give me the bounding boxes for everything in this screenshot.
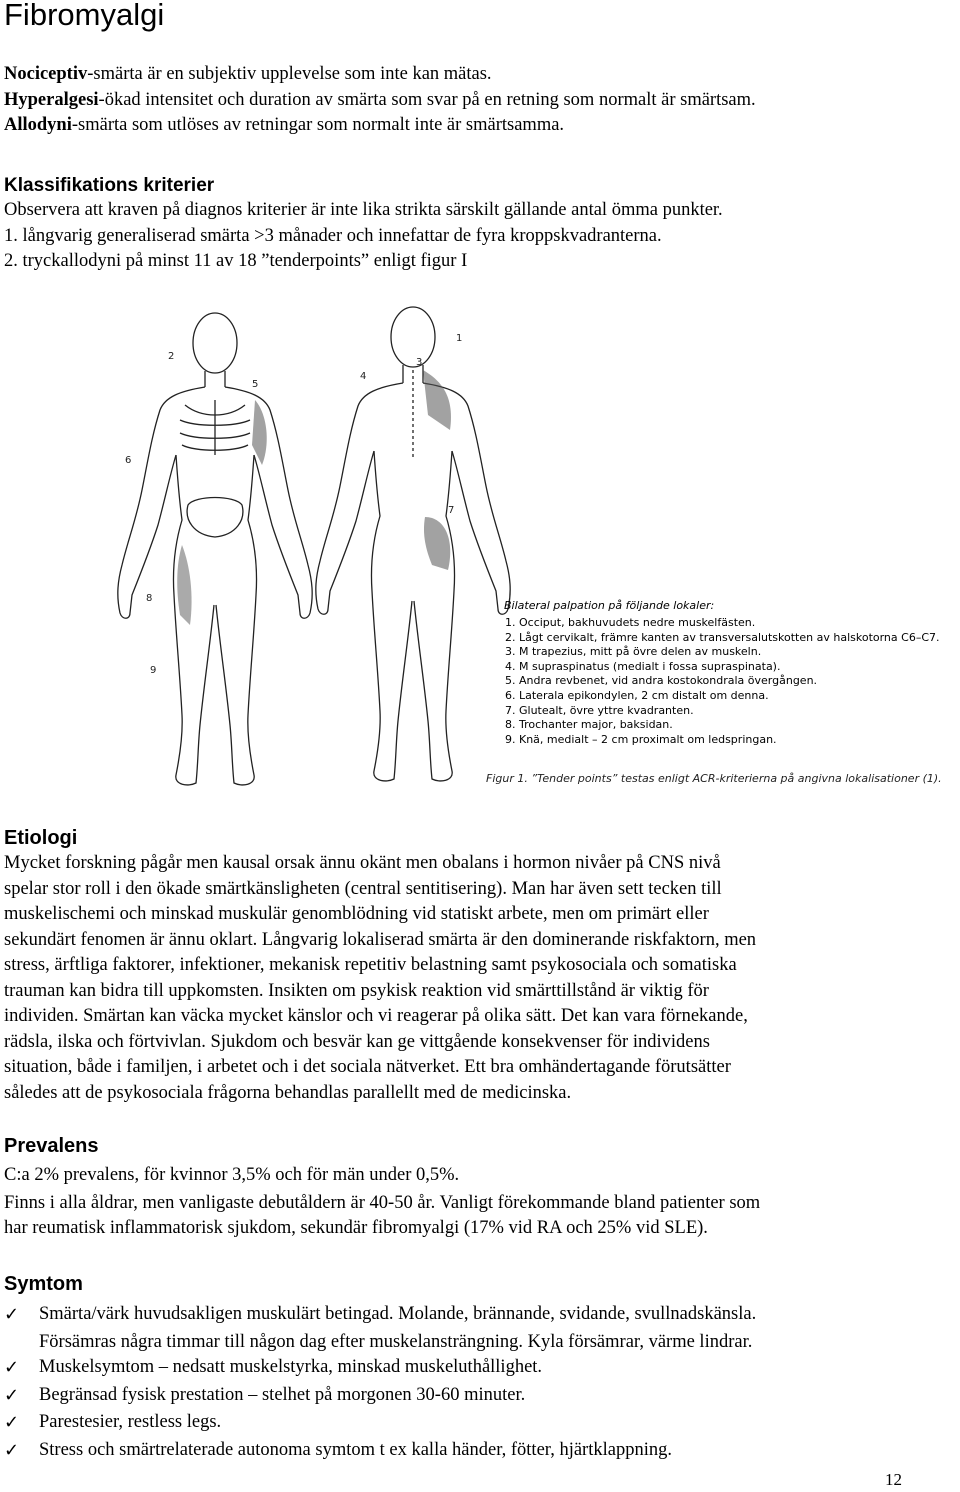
definition-nociceptiv [4, 62, 956, 88]
back-right-arm [316, 383, 403, 614]
checkmark-icon: ✓ [4, 1304, 20, 1325]
definition-term: Nociceptiv [4, 64, 88, 84]
prevalens-line: C:a 2% prevalens, för kvinnor 3,5% och för män under 0,5%. [4, 1165, 460, 1185]
prevalens-text [4, 1163, 956, 1242]
front-right-arm [118, 387, 205, 618]
page-number: 12 [885, 1470, 902, 1489]
etiologi-line: individen. Smärtan kan väcka mycket känslor och vi reagerar på olika sätt. Det kan vara förnekande, [4, 1006, 748, 1026]
etiologi-line: Mycket forskning pågår men kausal orsak ännu okänt men obalans i hormon nivåer på CNS nivå [4, 853, 721, 873]
etiologi-line: således att de psykosociala frågorna behandlas parallellt med de medicinska. [4, 1082, 572, 1103]
point-label: 1 [456, 333, 463, 344]
prevalens-heading: Prevalens [4, 1135, 99, 1157]
checkmark-icon: ✓ [4, 1412, 20, 1433]
front-left-arm [225, 387, 312, 618]
definition-hyperalgesi [4, 88, 956, 114]
symtom-item-text: Parestesier, restless legs. [39, 1412, 222, 1432]
front-pelvis [187, 498, 243, 538]
page-title: Fibromyalgi [4, 0, 165, 32]
symtom-item [4, 1410, 956, 1436]
point-label: 4 [360, 371, 367, 382]
front-left-leg [216, 455, 257, 785]
legend-item: 3. M trapezius, mitt på övre delen av muskeln. [505, 645, 762, 659]
point-label: 9 [150, 665, 157, 676]
definition-term: Allodyni [4, 115, 72, 135]
etiologi-line: spelar stor roll i den ökade smärtkänsligheten (central sentitisering). Man har även sett tecken till [4, 878, 722, 899]
classification-line: 1. långvarig generaliserad smärta >3 månader och innefattar de fyra kroppskvadranterna. [4, 225, 662, 246]
etiologi-line: situation, både i familjen, i arbetet och i det sociala nätverket. Ett bra omhändertagande förutsätter [4, 1057, 731, 1077]
classification-line: 2. tryckallodyni på minst 11 av 18 ”tenderpoints” enligt figur I [4, 251, 468, 271]
prevalens-line: har reumatisk inflammatorisk sjukdom, sekundär fibromyalgi (17% vid RA och 25% vid SLE). [4, 1218, 708, 1238]
legend-item: 6. Laterala epikondylen, 2 cm distalt om denna. [505, 688, 769, 702]
definition-text: -smärta som utlöses av retningar som normalt inte är smärtsamma. [71, 115, 565, 135]
legend-item: 4. M supraspinatus (medialt i fossa supraspinata). [505, 659, 781, 673]
checkmark-icon: ✓ [4, 1357, 20, 1378]
symtom-item-text: Begränsad fysisk prestation – stelhet på morgonen 30-60 minuter. [39, 1384, 526, 1405]
definition-term: Hyperalgesi [4, 89, 99, 110]
back-trapezius-shading [423, 370, 451, 430]
legend-item: 9. Knä, medialt – 2 cm proximalt om ledspringan. [505, 732, 777, 746]
back-body-figure [316, 307, 510, 781]
back-head [391, 307, 435, 367]
point-label: 6 [125, 455, 132, 466]
symtom-item-text: Muskelsymtom – nedsatt muskelstyrka, minskad muskeluthållighet. [39, 1357, 543, 1377]
etiologi-line: sekundärt fenomen är ännu oklart. Långvarig lokaliserad smärta är den dominerande riskfaktorn, men [4, 929, 757, 950]
symtom-item-text: Smärta/värk huvudsakligen muskulärt betingad. Molande, brännande, svidande, svullnadskänsla. [39, 1304, 757, 1324]
checkmark-icon: ✓ [4, 1439, 20, 1461]
classification-heading: Klassifikations kriterier [4, 175, 215, 196]
classification-line: Observera att kraven på diagnos kriterier är inte lika strikta särskilt gällande antal ömma punkter. [4, 200, 723, 220]
figure-legend-title: Bilateral palpation på följande lokaler: [504, 599, 715, 612]
front-body-figure [118, 313, 312, 785]
point-label: 5 [252, 379, 259, 390]
etiologi-heading: Etiologi [4, 827, 78, 849]
definition-allodyni [4, 113, 956, 139]
legend-item: 2. Lågt cervikalt, främre kanten av transversalutskotten av halskotorna C6–C7. [505, 630, 940, 644]
legend-item: 8. Trochanter major, baksidan. [505, 718, 673, 732]
point-label: 2 [168, 351, 175, 362]
prevalens-line: Finns i alla åldrar, men vanligaste debutåldern är 40-50 år. Vanligt förekommande bland patienter som [4, 1192, 761, 1213]
back-gluteal-shading [424, 517, 450, 570]
symtom-heading: Symtom [4, 1273, 83, 1295]
symtom-item-text: Försämras några timmar till någon dag efter muskelansträngning. Kyla försämrar, värme lindrar. [39, 1331, 753, 1352]
etiologi-line: trauman kan bidra till uppkomsten. Insikten om psykisk reaktion vid smärttillstånd är viktig för [4, 980, 709, 1001]
symtom-item-text: Stress och smärtrelaterade autonoma symtom t ex kalla händer, fötter, hjärtklappning. [39, 1439, 672, 1460]
definitions [4, 62, 956, 139]
etiologi-line: rädsla, ilska och förtvivlan. Sjukdom och besvär kan ge vittgående konsekvenser för individens [4, 1031, 710, 1052]
definition-text: -ökad intensitet och duration av smärta som svar på en retning som normalt är smärtsam. [98, 89, 756, 110]
point-label: 8 [146, 593, 153, 604]
point-label: 7 [448, 505, 455, 516]
symtom-item [4, 1383, 956, 1409]
etiologi-text [4, 851, 956, 1106]
front-right-leg [173, 455, 214, 785]
front-thigh-shading [177, 545, 191, 625]
symtom-list [4, 1302, 956, 1463]
back-right-leg [371, 451, 412, 781]
etiologi-line: muskelischemi och minskad muskulär genomblödning vid statiskt arbete, men om primärt eller [4, 904, 709, 924]
etiologi-line: stress, ärftliga faktorer, infektioner, mekanisk repetitiv belastning samt psykosociala och somatiska [4, 955, 737, 975]
figure-legend [505, 616, 940, 747]
front-ribcage [180, 400, 250, 455]
legend-item: 7. Glutealt, övre yttre kvadranten. [505, 703, 694, 717]
symtom-item [4, 1355, 956, 1381]
checkmark-icon: ✓ [4, 1384, 20, 1406]
legend-item: 5. Andra revbenet, vid andra kostokondrala övergången. [505, 674, 818, 688]
point-label: 3 [416, 357, 423, 368]
symtom-item [4, 1438, 956, 1464]
symtom-item [4, 1302, 956, 1355]
front-head [193, 313, 237, 373]
definition-text: -smärta är en subjektiv upplevelse som inte kan mätas. [87, 64, 492, 84]
classification-text [4, 198, 956, 275]
legend-item: 1. Occiput, bakhuvudets nedre muskelfästen. [505, 616, 756, 629]
back-left-leg [414, 451, 455, 781]
figure-caption: Figur 1. ”Tender points” testas enligt ACR-kriterierna på angivna lokalisationer (1). [486, 772, 942, 785]
